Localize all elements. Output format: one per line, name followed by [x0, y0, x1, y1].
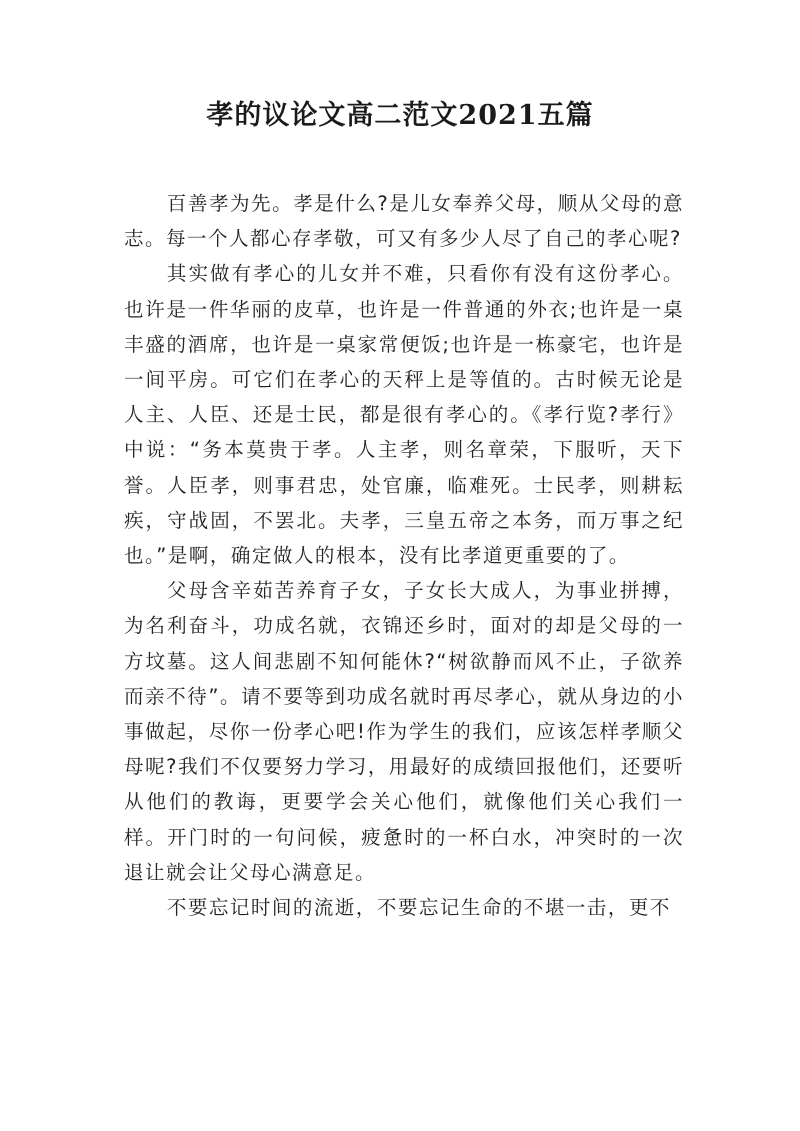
paragraph-2: 其实做有孝心的儿女并不难，只看你有没有这份孝心。也许是一件华丽的皮草，也许是一件普通的外衣;也许是一桌丰盛的酒席，也许是一桌家常便饭;也许是一栋豪宅，也许是一间平房。可它们在孝心的天秤上是等值的。古时候无论是人主、人臣、还是士民，都是很有孝心的。《孝行览?孝行》中说：“务本莫贵于孝。人主孝，则名章荣，下服听，天下誉。人臣孝，则事君忠，处官廉，临难死。士民孝，则耕耘疾，守战固，不罢北。夫孝，三皇五帝之本务，而万事之纪也。”是啊，确定做人的根本，没有比孝道更重要的了。	[124, 262, 684, 568]
paragraph-1: 百善孝为先。孝是什么?是儿女奉养父母，顺从父母的意志。每一个人都心存孝敬，可又有多少人尽了自己的孝心呢?	[124, 192, 684, 251]
paragraph-3: 父母含辛茹苦养育子女，子女长大成人，为事业拼搏，为名利奋斗，功成名就，衣锦还乡时，面对的却是父母的一方坟墓。这人间悲剧不知何能休?“树欲静而风不止，子欲养而亲不待”。请不要等到功成名就时再尽孝心，就从身边的小事做起，尽你一份孝心吧!作为学生的我们，应该怎样孝顺父母呢?我们不仅要努力学习，用最好的成绩回报他们，还要听从他们的教诲，更要学会关心他们，就像他们关心我们一样。开门时的一句问候，疲惫时的一杯白水，冲突时的一次退让就会让父母心满意足。	[124, 579, 684, 884]
document-body	[124, 186, 684, 925]
document-title: 孝的议论文高二范文2021五篇	[206, 100, 594, 131]
paragraph-4: 不要忘记时间的流逝，不要忘记生命的不堪一击，更不	[166, 896, 671, 920]
